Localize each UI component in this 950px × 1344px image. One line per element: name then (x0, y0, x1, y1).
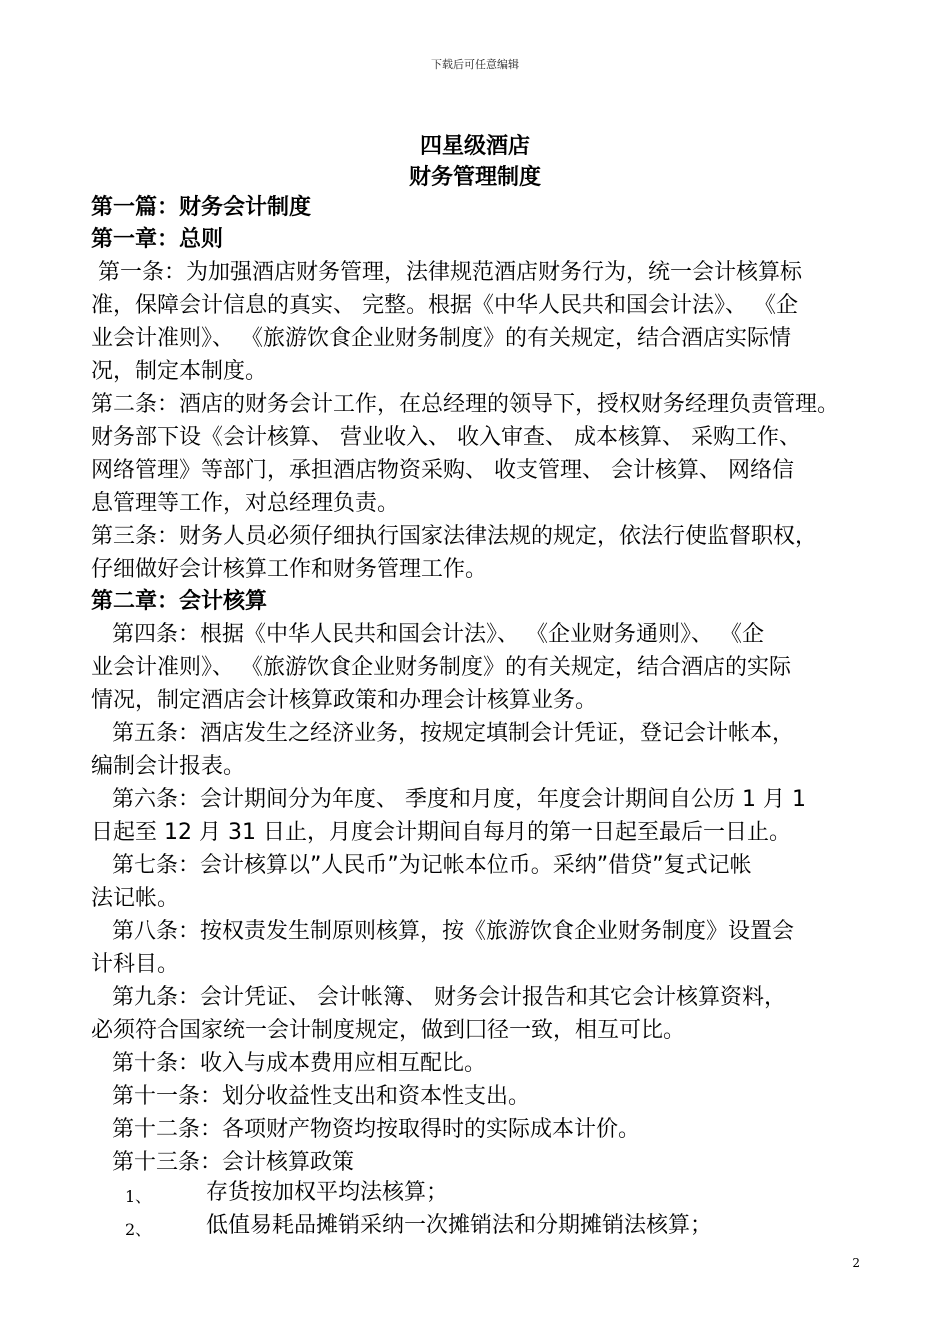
paragraph-line: 第四条：根据《中华人民共和国会计法》、 《企业财务通则》、 《企 (91, 622, 764, 647)
paragraph-line: 准，保障会计信息的真实、 完整。根据《中华人民共和国会计法》、 《企 (91, 293, 798, 318)
paragraph-line: 息管理等工作，对总经理负责。 (91, 491, 400, 516)
part-heading: 第一篇：财务会计制度 (91, 195, 312, 220)
paragraph-line: 业会计准则》、 《旅游饮食企业财务制度》的有关规定，结合酒店的实际 (91, 655, 791, 680)
paragraph-line: 日起至 12 月 31 日止，月度会计期间自每月的第一日起至最后一日止。 (91, 820, 791, 845)
paragraph-line: 业会计准则》、 《旅游饮食企业财务制度》的有关规定，结合酒店实际情 (91, 326, 791, 351)
paragraph-line: 必须符合国家统一会计制度规定，做到囗径一致，相互可比。 (91, 1018, 686, 1043)
document-title-line1: 四星级酒店 (419, 134, 530, 159)
list-item-number: 2、 (125, 1220, 152, 1239)
paragraph-line: 况，制定本制度。 (91, 359, 268, 384)
paragraph-line: 网络管理》等部门，承担酒店物资采购、 收支管理、 会计核算、 网络信 (91, 458, 794, 483)
paragraph-line: 第三条：财务人员必须仔细执行国家法律法规的规定，依法行使监督职权， (91, 524, 818, 549)
paragraph-line: 第十三条：会计核算政策 (91, 1150, 354, 1175)
chapter-heading-2: 第二章：会计核算 (91, 589, 268, 614)
paragraph-line: 第五条：酒店发生之经济业务，按规定填制会计凭证，登记会计帐本， (91, 721, 794, 746)
paragraph-line: 第二条：酒店的财务会计工作，在总经理的领导下，授权财务经理负责管理。 (91, 392, 840, 417)
paragraph-line: 法记帐。 (91, 886, 180, 911)
paragraph-line: 第六条：会计期间分为年度、 季度和月度，年度会计期间自公历 1 月 1 (91, 787, 806, 812)
paragraph-line: 仔细做好会计核算工作和财务管理工作。 (91, 557, 488, 582)
paragraph-line: 情况，制定酒店会计核算政策和办理会计核算业务。 (91, 688, 598, 713)
page-header: 下载后可任意编辑 (431, 58, 519, 71)
paragraph-line: 第十条：收入与成本费用应相互配比。 (91, 1051, 486, 1076)
list-item-number: 1、 (125, 1187, 152, 1206)
paragraph-line: 计科目。 (91, 952, 180, 977)
paragraph-line: 第九条：会计凭证、 会计帐簿、 财务会计报告和其它会计核算资料， (91, 985, 786, 1010)
paragraph-line: 第十一条：划分收益性支出和资本性支出。 (91, 1084, 530, 1109)
paragraph-line: 第一条：为加强酒店财务管理，法律规范酒店财务行为，统一会计核算标 (91, 260, 802, 285)
list-item-text: 存货按加权平均法核算； (206, 1180, 449, 1205)
paragraph-line: 第七条：会计核算以”人民币”为记帐本位币。采纳”借贷”复式记帐 (91, 853, 752, 878)
page-number: 2 (852, 1256, 860, 1270)
paragraph-line: 财务部下设《会计核算、 营业收入、 收入审查、 成本核算、 采购工作、 (91, 425, 801, 450)
paragraph-line: 第十二条：各项财产物资均按取得时的实际成本计价。 (91, 1117, 640, 1142)
document-title-line2: 财务管理制度 (408, 165, 541, 190)
paragraph-line: 第八条：按权责发生制原则核算，按《旅游饮食企业财务制度》设置会 (91, 919, 794, 944)
list-item-text: 低值易耗品摊销采纳一次摊销法和分期摊销法核算； (206, 1213, 713, 1238)
paragraph-line: 编制会计报表。 (91, 754, 246, 779)
chapter-heading-1: 第一章：总则 (91, 227, 224, 252)
